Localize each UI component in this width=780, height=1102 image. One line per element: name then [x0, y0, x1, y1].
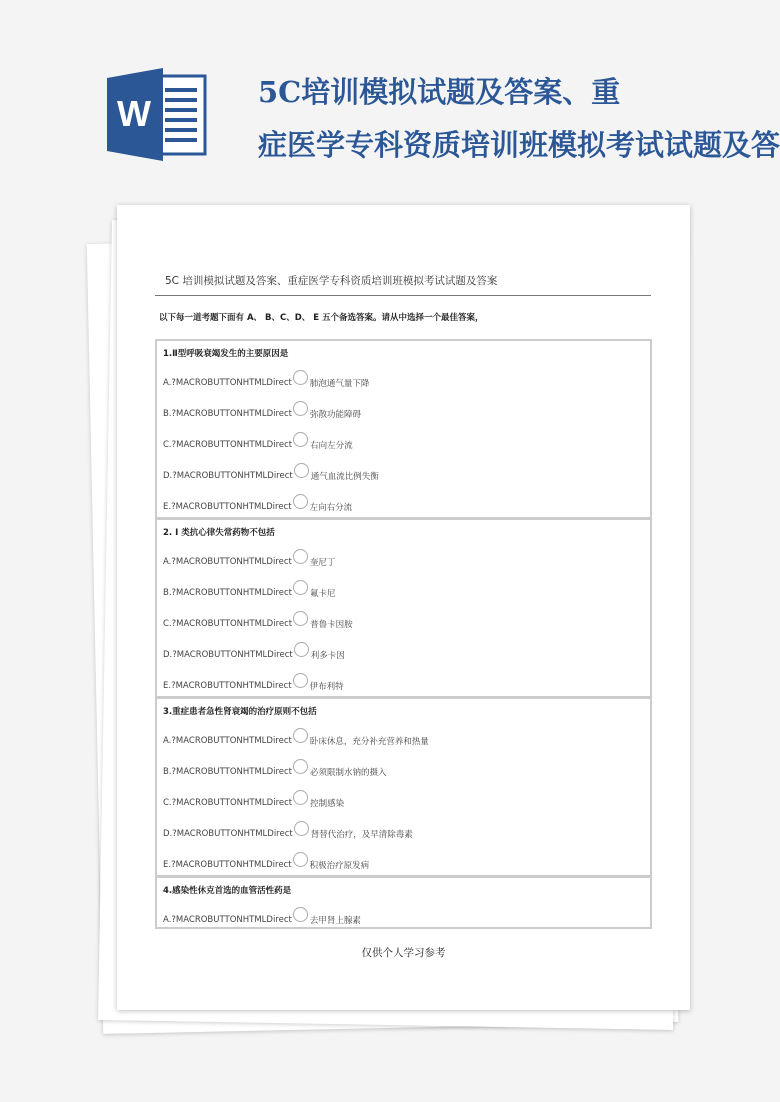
answer-option[interactable]	[163, 725, 644, 756]
title-line-1: 5C培训模拟试题及答案、重	[258, 75, 621, 109]
option-prefix: B.?MACROBUTTONHTMLDirect	[163, 587, 293, 598]
question-list	[155, 339, 652, 929]
radio-button[interactable]	[293, 907, 308, 922]
option-prefix: A.?MACROBUTTONHTMLDirect	[163, 377, 292, 388]
option-text: 肺泡通气量下降	[309, 378, 370, 389]
option-prefix: E.?MACROBUTTONHTMLDirect	[163, 680, 292, 691]
answer-option[interactable]	[163, 639, 644, 670]
question-block	[155, 697, 652, 876]
option-prefix: B.?MACROBUTTONHTMLDirect	[163, 408, 293, 419]
option-text: 右向左分流	[310, 440, 353, 451]
radio-button[interactable]	[294, 642, 309, 657]
radio-button[interactable]	[293, 611, 308, 626]
answer-option[interactable]	[163, 546, 644, 577]
answer-option[interactable]	[163, 577, 644, 608]
page-title	[258, 66, 780, 172]
option-text: 左向右分流	[309, 502, 353, 513]
answer-option[interactable]	[163, 398, 644, 429]
option-prefix: C.?MACROBUTTONHTMLDirect	[163, 797, 293, 808]
radio-button[interactable]	[293, 728, 308, 743]
option-text: 奎尼丁	[309, 557, 336, 568]
header-divider	[155, 295, 651, 296]
question-block	[155, 876, 652, 929]
option-text: 积极治疗原发病	[309, 860, 370, 871]
document-header: 5C 培训模拟试题及答案、重症医学专科资质培训班模拟考试试题及答案	[165, 275, 498, 287]
option-text: 利多卡因	[310, 650, 345, 661]
document-page	[117, 205, 690, 1010]
option-text: 卧床休息，充分补充营养和热量	[309, 736, 429, 747]
option-text: 控制感染	[310, 798, 345, 809]
option-prefix: D.?MACROBUTTONHTMLDirect	[163, 649, 293, 660]
answer-option[interactable]	[163, 818, 644, 849]
answer-option[interactable]	[163, 787, 644, 818]
question-block	[155, 518, 652, 697]
option-text: 去甲肾上腺素	[309, 915, 361, 926]
question-title: 3.重症患者急性肾衰竭的治疗原则不包括	[163, 707, 317, 717]
option-text: 弥散功能障碍	[310, 409, 362, 420]
option-prefix: A.?MACROBUTTONHTMLDirect	[163, 735, 292, 746]
radio-button[interactable]	[293, 549, 308, 564]
word-document-icon	[107, 68, 208, 161]
option-prefix: E.?MACROBUTTONHTMLDirect	[163, 859, 292, 870]
svg-text:W: W	[117, 93, 151, 134]
title-line-2: 症医学专科资质培训班模拟考试试题及答	[258, 128, 780, 162]
answer-option[interactable]	[163, 367, 644, 398]
answer-option[interactable]	[163, 608, 644, 639]
footer-note: 仅供个人学习参考	[361, 947, 446, 959]
radio-button[interactable]	[293, 432, 308, 447]
answer-option[interactable]	[163, 904, 644, 935]
question-block	[155, 339, 652, 518]
option-prefix: C.?MACROBUTTONHTMLDirect	[163, 618, 293, 629]
instruction-text: 以下每一道考题下面有 A、 B、C、D、 E 五个备选答案。请从中选择一个最佳答案，	[159, 313, 484, 323]
option-text: 必须限制水钠的摄入	[310, 767, 387, 778]
answer-option[interactable]	[163, 756, 644, 787]
radio-button[interactable]	[294, 821, 309, 836]
option-text: 氟卡尼	[310, 588, 336, 599]
radio-button[interactable]	[293, 673, 308, 688]
radio-button[interactable]	[294, 463, 309, 478]
radio-button[interactable]	[293, 790, 308, 805]
option-prefix: A.?MACROBUTTONHTMLDirect	[163, 914, 292, 925]
option-prefix: D.?MACROBUTTONHTMLDirect	[163, 828, 293, 839]
option-text: 普鲁卡因胺	[310, 619, 353, 630]
option-prefix: C.?MACROBUTTONHTMLDirect	[163, 439, 293, 450]
radio-button[interactable]	[293, 852, 308, 867]
radio-button[interactable]	[293, 401, 308, 416]
radio-button[interactable]	[293, 759, 308, 774]
option-prefix: B.?MACROBUTTONHTMLDirect	[163, 766, 293, 777]
question-title: 1.Ⅱ型呼吸衰竭发生的主要原因是	[163, 349, 289, 359]
answer-option[interactable]	[163, 429, 644, 460]
question-title: 2. I 类抗心律失常药物不包括	[163, 528, 275, 538]
radio-button[interactable]	[293, 494, 308, 509]
option-prefix: E.?MACROBUTTONHTMLDirect	[163, 501, 292, 512]
option-prefix: D.?MACROBUTTONHTMLDirect	[163, 470, 293, 481]
answer-option[interactable]	[163, 460, 644, 491]
option-text: 肾替代治疗，及早清除毒素	[310, 829, 413, 840]
option-text: 通气血流比例失衡	[310, 471, 379, 482]
option-text: 伊布利特	[309, 681, 344, 692]
radio-button[interactable]	[293, 580, 308, 595]
radio-button[interactable]	[293, 370, 308, 385]
option-prefix: A.?MACROBUTTONHTMLDirect	[163, 556, 292, 567]
question-title: 4.感染性休克首选的血管活性药是	[163, 886, 292, 896]
